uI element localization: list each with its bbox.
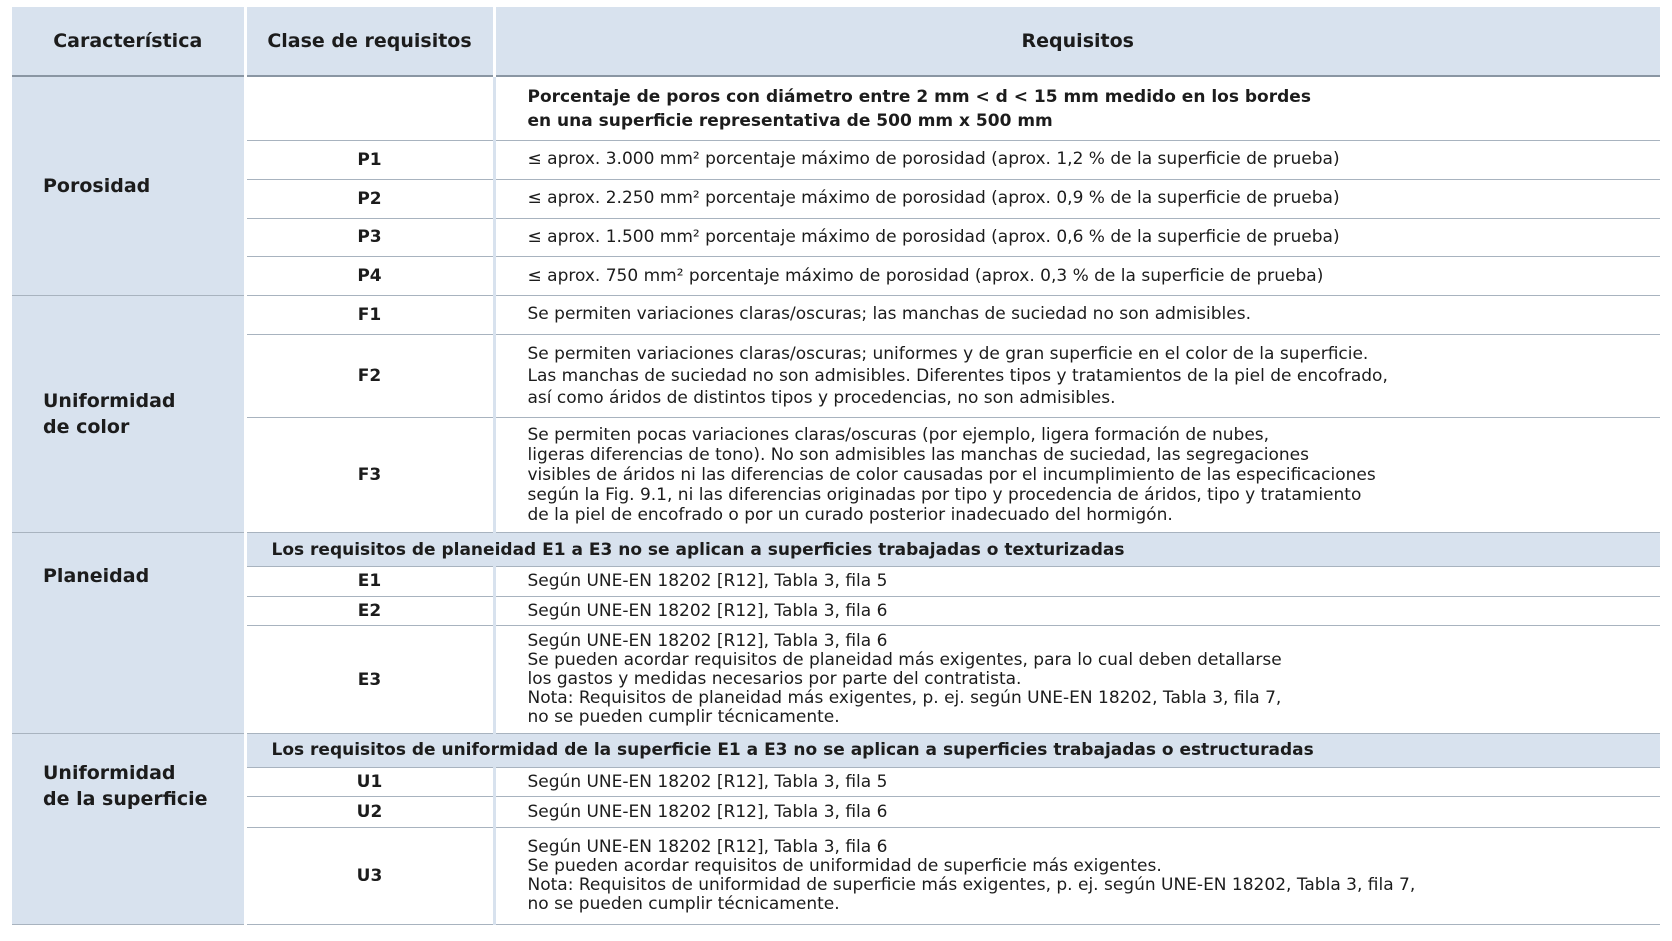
requirement-cell — [494, 334, 1660, 418]
requirement-cell — [494, 828, 1660, 925]
class-cell: F2 — [245, 334, 494, 418]
class-cell: E3 — [245, 626, 494, 733]
class-cell: U3 — [245, 828, 494, 925]
requirement-line: Según UNE-EN 18202 [R12], Tabla 3, fila 5 — [527, 570, 888, 591]
surface-note: Los requisitos de uniformidad de la superficie E1 a E3 no se aplican a superficies trabajadas o estructuradas — [245, 733, 1660, 767]
table-row — [12, 797, 1660, 828]
requirement-line: visibles de áridos ni las diferencias de color causadas por el incumplimiento de las especificaciones — [527, 465, 1376, 486]
header-characteristic: Característica — [12, 7, 245, 76]
table-header-row — [12, 7, 1660, 76]
table-row — [12, 767, 1660, 797]
requirement-cell — [494, 767, 1660, 797]
table-row — [12, 334, 1660, 418]
table-row — [12, 828, 1660, 925]
characteristic-flatness: Planeidad — [12, 533, 245, 734]
characteristic-porosity: Porosidad — [12, 76, 245, 296]
requirement-line: Se permiten variaciones claras/oscuras; las manchas de suciedad no son admisibles. — [527, 304, 1251, 325]
requirement-line: en una superficie representativa de 500 mm x 500 mm — [527, 110, 1053, 131]
table-row — [12, 596, 1660, 626]
table-row — [12, 533, 1660, 567]
requirement-line: Porcentaje de poros con diámetro entre 2 mm < d < 15 mm medido en los bordes — [527, 86, 1311, 107]
table-row — [12, 179, 1660, 218]
table-row — [12, 626, 1660, 733]
requirement-line: Nota: Requisitos de uniformidad de superficie más exigentes, p. ej. según UNE-EN 18202, Tabla 3, fila 7, — [527, 875, 1416, 896]
requirement-cell: ≤ aprox. 2.250 mm² porcentaje máximo de porosidad (aprox. 0,9 % de la superficie de prueba) — [494, 179, 1660, 218]
table-row — [12, 257, 1660, 296]
requirement-line: Se pueden acordar requisitos de planeidad más exigentes, para lo cual deben detallarse — [527, 650, 1282, 671]
table-row — [12, 567, 1660, 597]
table-row — [12, 418, 1660, 533]
requirement-line: no se pueden cumplir técnicamente. — [527, 894, 840, 915]
requirement-cell: ≤ aprox. 3.000 mm² porcentaje máximo de porosidad (aprox. 1,2 % de la superficie de prueba) — [494, 141, 1660, 179]
requirement-cell: ≤ aprox. 1.500 mm² porcentaje máximo de porosidad (aprox. 0,6 % de la superficie de prueba) — [494, 218, 1660, 256]
requirement-cell — [494, 797, 1660, 828]
requirement-line: de la piel de encofrado o por un curado posterior inadecuado del hormigón. — [527, 505, 1173, 526]
header-class: Clase de requisitos — [245, 7, 494, 76]
characteristic-color: Uniformidad de color — [12, 296, 245, 533]
header-requirements: Requisitos — [494, 7, 1660, 76]
requirement-line: Según UNE-EN 18202 [R12], Tabla 3, fila 5 — [527, 771, 888, 792]
characteristic-surface: Uniformidad de la superficie — [12, 733, 245, 924]
requirement-line: Según UNE-EN 18202 [R12], Tabla 3, fila 6 — [527, 600, 888, 621]
class-cell: P3 — [245, 218, 494, 256]
requirement-line: así como áridos de distintos tipos y procedencias, no son admisibles. — [527, 387, 1116, 408]
table-row — [12, 141, 1660, 179]
class-cell: P1 — [245, 141, 494, 179]
requirement-cell — [494, 567, 1660, 597]
requirement-cell — [494, 418, 1660, 533]
class-cell: E2 — [245, 596, 494, 626]
class-cell: U2 — [245, 797, 494, 828]
requirements-table — [12, 7, 1660, 925]
table-row — [12, 296, 1660, 334]
requirement-cell: ≤ aprox. 750 mm² porcentaje máximo de porosidad (aprox. 0,3 % de la superficie de prueba) — [494, 257, 1660, 296]
requirement-line: ligeras diferencias de tono). No son admisibles las manchas de suciedad, las segregaciones — [527, 445, 1309, 466]
requirement-line: Se permiten pocas variaciones claras/oscuras (por ejemplo, ligera formación de nubes, — [527, 425, 1270, 446]
requirement-line: no se pueden cumplir técnicamente. — [527, 707, 840, 728]
requirement-line: Se pueden acordar requisitos de uniformidad de superficie más exigentes. — [527, 856, 1162, 877]
requirement-line: Según UNE-EN 18202 [R12], Tabla 3, fila 6 — [527, 801, 888, 822]
requirement-line: según la Fig. 9.1, ni las diferencias originadas por tipo y procedencia de áridos, tipo y tratamiento — [527, 485, 1362, 506]
class-cell: F3 — [245, 418, 494, 533]
requirement-cell — [494, 296, 1660, 334]
class-cell-empty — [245, 76, 494, 141]
class-cell: P2 — [245, 179, 494, 218]
requirement-line: Nota: Requisitos de planeidad más exigentes, p. ej. según UNE-EN 18202, Tabla 3, fila 7, — [527, 688, 1282, 709]
requirement-line: Las manchas de suciedad no son admisibles. Diferentes tipos y tratamientos de la piel de encofrado, — [527, 365, 1388, 386]
requirement-line: Se permiten variaciones claras/oscuras; uniformes y de gran superficie en el color de la superficie. — [527, 343, 1369, 364]
requirement-line: Según UNE-EN 18202 [R12], Tabla 3, fila 6 — [527, 631, 888, 652]
requirement-line: Según UNE-EN 18202 [R12], Tabla 3, fila 6 — [527, 837, 888, 858]
table-row — [12, 76, 1660, 141]
requirement-cell — [494, 76, 1660, 141]
class-cell: E1 — [245, 567, 494, 597]
requirement-line: los gastos y medidas necesarios por parte del contratista. — [527, 669, 1022, 690]
class-cell: F1 — [245, 296, 494, 334]
table-row — [12, 218, 1660, 256]
requirement-cell — [494, 596, 1660, 626]
table-row — [12, 733, 1660, 767]
class-cell: P4 — [245, 257, 494, 296]
flatness-note: Los requisitos de planeidad E1 a E3 no se aplican a superficies trabajadas o texturizadas — [245, 533, 1660, 567]
requirement-cell — [494, 626, 1660, 733]
class-cell: U1 — [245, 767, 494, 797]
